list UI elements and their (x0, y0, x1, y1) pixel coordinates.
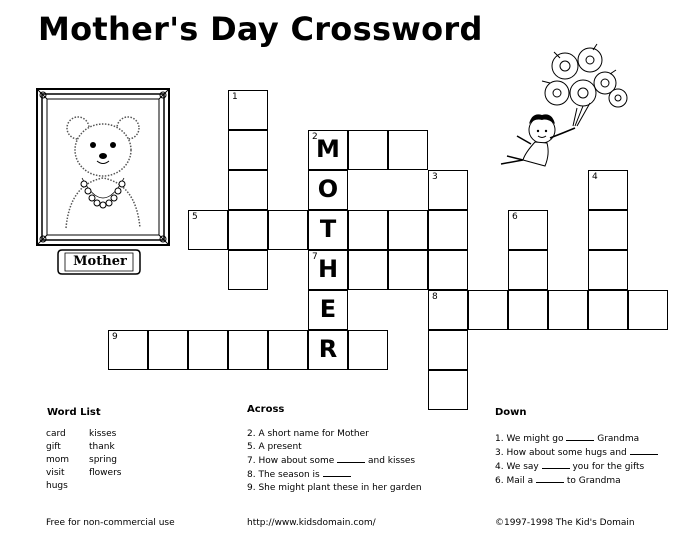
answer-blank (536, 474, 564, 483)
crossword-cell[interactable] (508, 250, 548, 290)
word-list-item: mom (46, 455, 70, 465)
answer-blank (323, 468, 351, 477)
crossword-cell[interactable] (148, 330, 188, 370)
word-list-col1 (46, 428, 69, 493)
crossword-cell[interactable] (348, 250, 388, 290)
word-list-col2 (89, 428, 121, 480)
crossword-cell[interactable] (428, 290, 468, 330)
across-clues (247, 428, 422, 495)
down-clues (495, 432, 658, 488)
clue-text: 1. We might go (495, 434, 567, 444)
crossword-cell[interactable] (428, 330, 468, 370)
down-clue (495, 446, 658, 460)
clue-text: 9. She might plant these in her garden (247, 483, 422, 493)
footer-url[interactable]: http://www.kidsdomain.com/ (247, 518, 376, 528)
crossword-cell[interactable] (388, 130, 428, 170)
cell-letter: M (316, 135, 340, 163)
bear-picture-frame (36, 88, 170, 246)
clue-number: 7 (312, 252, 318, 262)
clue-text: 7. How about some (247, 456, 338, 466)
clue-text-after: Grandma (594, 434, 640, 444)
crossword-cell[interactable] (468, 290, 508, 330)
answer-blank (566, 432, 594, 441)
clue-number: 2 (312, 132, 318, 142)
word-list-item: flowers (89, 468, 122, 478)
crossword-cell[interactable] (348, 130, 388, 170)
crossword-cell[interactable] (308, 170, 348, 210)
crossword-cell[interactable] (228, 330, 268, 370)
clue-number: 6 (512, 212, 518, 222)
crossword-cell[interactable] (548, 290, 588, 330)
crossword-cell[interactable] (228, 130, 268, 170)
clue-text: 3. How about some hugs and (495, 448, 630, 458)
clue-text: 2. A short name for Mother (247, 429, 369, 439)
clue-number: 3 (432, 172, 438, 182)
word-list-item: spring (89, 455, 118, 465)
footer-license: Free for non-commercial use (46, 518, 175, 528)
crossword-cell[interactable] (308, 250, 348, 290)
crossword-cell[interactable] (308, 210, 348, 250)
crossword-cell[interactable] (428, 210, 468, 250)
clue-text: 4. We say (495, 462, 542, 472)
word-list-item: card (46, 429, 66, 439)
word-list-item: gift (46, 442, 61, 452)
crossword-cell[interactable] (188, 330, 228, 370)
down-clue (495, 474, 658, 488)
crossword-cell[interactable] (108, 330, 148, 370)
crossword-cell[interactable] (508, 210, 548, 250)
clue-text: 5. A present (247, 442, 302, 452)
page-title: Mother's Day Crossword (38, 10, 483, 48)
cell-letter: T (319, 215, 337, 243)
crossword-cell[interactable] (228, 90, 268, 130)
clue-text-after: and kisses (365, 456, 416, 466)
across-clue (247, 428, 422, 441)
cell-letter: H (317, 255, 339, 283)
answer-blank (337, 454, 365, 463)
clue-number: 1 (232, 92, 238, 102)
cell-letter: E (319, 295, 337, 323)
crossword-cell[interactable] (508, 290, 548, 330)
crossword-cell[interactable] (628, 290, 668, 330)
crossword-cell[interactable] (588, 210, 628, 250)
across-clue (247, 468, 422, 482)
word-list-item: visit (46, 468, 65, 478)
mother-label: Mother (73, 254, 127, 269)
crossword-cell[interactable] (588, 290, 628, 330)
clue-text-after: you for the gifts (569, 462, 645, 472)
crossword-cell[interactable] (388, 210, 428, 250)
crossword-cell[interactable] (588, 170, 628, 210)
crossword-cell[interactable] (268, 210, 308, 250)
crossword-cell[interactable] (308, 330, 348, 370)
clue-text-after: to Grandma (563, 476, 621, 486)
cell-letter: R (318, 335, 338, 363)
crossword-cell[interactable] (588, 250, 628, 290)
clue-text: 8. The season is (247, 470, 323, 480)
word-list-item: kisses (89, 429, 117, 439)
across-clue (247, 441, 422, 454)
crossword-cell[interactable] (188, 210, 228, 250)
across-title: Across (247, 404, 285, 415)
cell-letter: O (317, 175, 339, 203)
footer-copyright: ©1997-1998 The Kid's Domain (495, 518, 635, 528)
clue-number: 4 (592, 172, 598, 182)
answer-blank (542, 460, 570, 469)
crossword-cell[interactable] (428, 170, 468, 210)
crossword-cell[interactable] (268, 330, 308, 370)
kid-with-flowers-icon (495, 38, 635, 188)
word-list-item: hugs (46, 481, 68, 491)
crossword-cell[interactable] (388, 250, 428, 290)
word-list-title: Word List (47, 407, 101, 418)
word-list-item: thank (89, 442, 115, 452)
crossword-cell[interactable] (428, 370, 468, 410)
crossword-cell[interactable] (228, 170, 268, 210)
crossword-cell[interactable] (308, 130, 348, 170)
clue-text: 6. Mail a (495, 476, 536, 486)
answer-blank (630, 446, 658, 455)
crossword-cell[interactable] (348, 210, 388, 250)
crossword-cell[interactable] (428, 250, 468, 290)
clue-number: 8 (432, 292, 438, 302)
crossword-cell[interactable] (228, 210, 268, 250)
crossword-cell[interactable] (228, 250, 268, 290)
across-clue (247, 454, 422, 468)
clue-number: 5 (192, 212, 198, 222)
across-clue (247, 482, 422, 495)
down-title: Down (495, 407, 527, 418)
down-clue (495, 460, 658, 474)
crossword-cell[interactable] (348, 330, 388, 370)
clue-number: 9 (112, 332, 118, 342)
down-clue (495, 432, 658, 446)
crossword-cell[interactable] (308, 290, 348, 330)
